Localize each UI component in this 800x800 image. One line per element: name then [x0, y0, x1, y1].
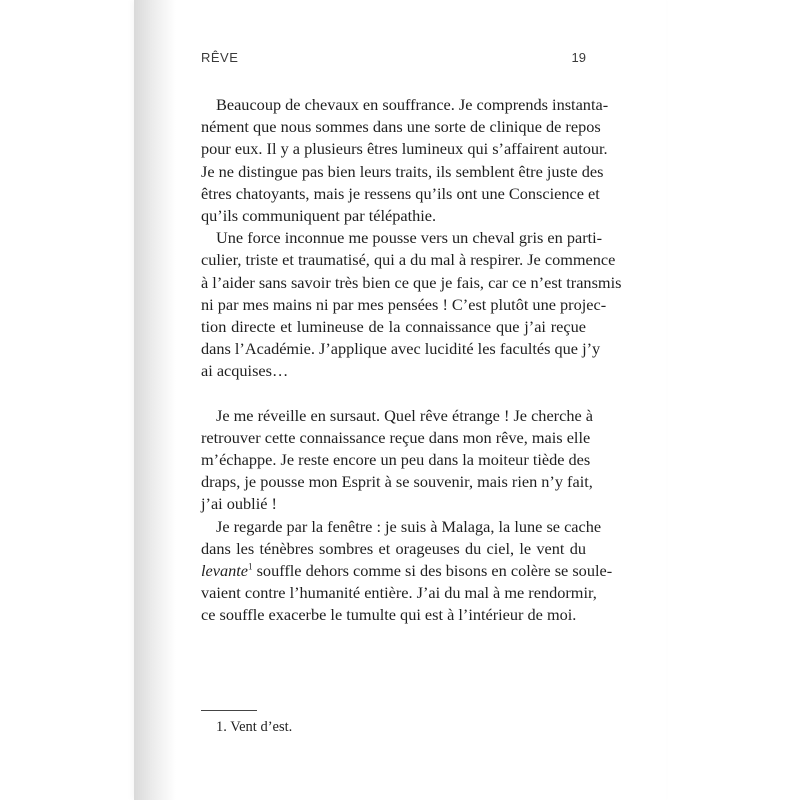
text-line: êtres chatoyants, mais je ressens qu’ils ont une Conscience et: [201, 183, 600, 203]
text-line: j’ai oublié !: [201, 494, 277, 514]
text-line: dans l’Académie. J’applique avec lucidité les facultés que j’y: [201, 339, 601, 359]
text-line: ni par mes mains ni par mes pensées ! C’est plutôt une projec-: [201, 294, 607, 314]
text-line: Je me réveille en sursaut. Quel rêve étrange ! Je cherche à: [216, 405, 593, 425]
section-break: [201, 382, 586, 404]
text-line: Je regarde par la fenêtre : je suis à Malaga, la lune se cache: [216, 516, 602, 536]
text-line: ai acquises…: [201, 361, 289, 381]
text-line: tion directe et lumineuse de la connaissance que j’ai reçue: [201, 316, 586, 336]
text-line: Je ne distingue pas bien leurs traits, ils semblent être juste des: [201, 161, 604, 181]
text-line: m’échappe. Je reste encore un peu dans la moiteur tiède des: [201, 450, 591, 469]
text-line: vaient contre l’humanité entière. J’ai du mal à me rendormir,: [201, 583, 597, 603]
body-text: [201, 94, 622, 627]
running-title: RÊVE: [201, 50, 239, 65]
text-line: pour eux. Il y a plusieurs êtres lumineux qui s’affairent autour.: [201, 139, 608, 159]
italic-word: levante: [201, 560, 249, 580]
text-line: Une force inconnue me pousse vers un cheval gris en parti-: [216, 228, 603, 248]
text-line: culier, triste et traumatisé, qui a du mal à respirer. Je commence: [201, 250, 616, 270]
text-line: qu’ils communiquent par télépathie.: [201, 205, 437, 225]
text-line: retrouver cette connaissance reçue dans mon rêve, mais elle: [201, 427, 591, 447]
text-line: nément que nous sommes dans une sorte de clinique de repos: [201, 117, 601, 137]
text-line: [201, 560, 613, 582]
page-gutter-shadow: [134, 0, 176, 800]
footnote-divider: [201, 710, 257, 711]
text-line: ce souffle exacerbe le tumulte qui est à l’intérieur de moi.: [201, 605, 577, 625]
footnote-reference[interactable]: 1: [248, 561, 253, 572]
text-line: dans les ténèbres sombres et orageuses du ciel, le vent du: [201, 538, 586, 558]
page-number: 19: [571, 50, 586, 65]
text-line: à l’aider sans savoir très bien ce que je fais, car ce n’est transmis: [201, 272, 622, 292]
text-line: Beaucoup de chevaux en souffrance. Je comprends instanta-: [216, 95, 609, 114]
text-line: draps, je pousse mon Esprit à se souvenir, mais rien n’y fait,: [201, 472, 593, 492]
footnote: 1. Vent d’est.: [216, 719, 293, 735]
text-segment: souffle dehors comme si des bisons en colère se soule-: [252, 560, 613, 580]
